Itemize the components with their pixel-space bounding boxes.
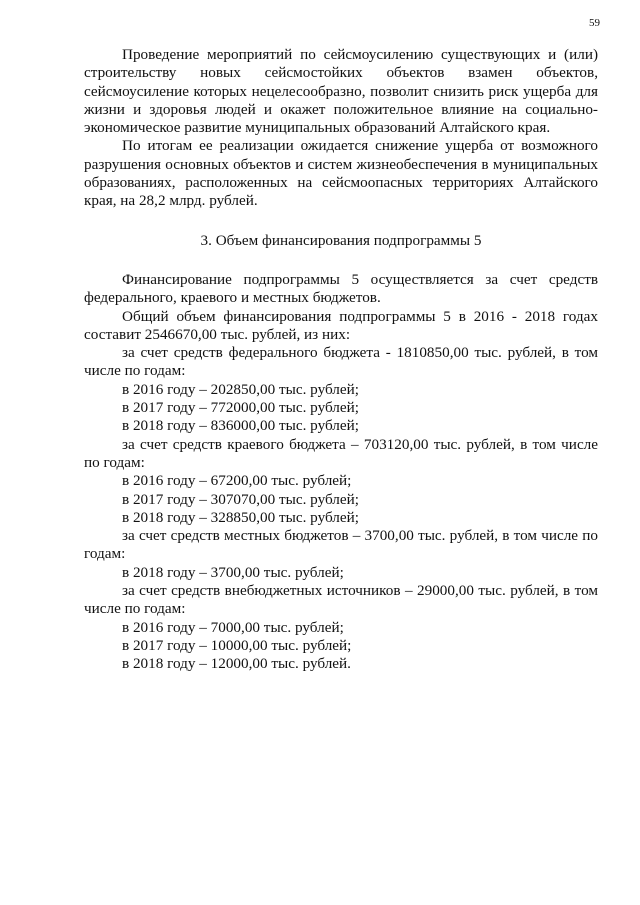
paragraph-local-budget: за счет средств местных бюджетов – 3700,00 тыс. рублей, в том числе по годам: xyxy=(84,527,598,563)
section-heading: 3. Объем финансирования подпрограммы 5 xyxy=(200,231,482,249)
paragraph-federal-budget: за счет средств федерального бюджета - 1810850,00 тыс. рублей, в том числе по годам: xyxy=(84,344,598,380)
paragraph-financing-intro: Финансирование подпрограммы 5 осуществляется за счет средств федерального, краевого и местных бюджетов. xyxy=(84,270,598,307)
year-line: в 2018 году – 328850,00 тыс. рублей; xyxy=(122,508,359,526)
paragraph-seismic-measures: Проведение мероприятий по сейсмоусилению существующих и (или) строительству новых сейсмостойких объектов взамен объектов, сейсмоусиление которых нецелесообразно, позволит снизить риск ущерба для жизни и здоровья людей и окажет положительное влияние на социально-экономическое развитие муниципальных образований Алтайского края. xyxy=(84,46,598,137)
year-line: в 2018 году – 836000,00 тыс. рублей; xyxy=(122,417,359,435)
page-number: 59 xyxy=(589,17,600,29)
paragraph-expected-result: По итогам ее реализации ожидается снижение ущерба от возможного разрушения основных объектов и систем жизнеобеспечения в муниципальных образованиях, расположенных на сейсмоопасных территориях Алтайского края, на 28,2 млрд. рублей. xyxy=(84,137,598,210)
year-line: в 2017 году – 307070,00 тыс. рублей; xyxy=(122,490,359,508)
year-line: в 2018 году – 3700,00 тыс. рублей; xyxy=(122,563,344,581)
year-line: в 2017 году – 772000,00 тыс. рублей; xyxy=(122,399,359,417)
paragraph-total-financing: Общий объем финансирования подпрограммы 5 в 2016 - 2018 годах составит 2546670,00 тыс. рублей, из них: xyxy=(84,307,598,343)
year-line: в 2016 году – 202850,00 тыс. рублей; xyxy=(122,380,359,398)
year-line: в 2017 году – 10000,00 тыс. рублей; xyxy=(122,636,352,654)
paragraph-regional-budget: за счет средств краевого бюджета – 703120,00 тыс. рублей, в том числе по годам: xyxy=(84,435,598,471)
year-line: в 2018 году – 12000,00 тыс. рублей. xyxy=(122,655,351,673)
year-line: в 2016 году – 67200,00 тыс. рублей; xyxy=(122,472,352,490)
document-body xyxy=(84,46,598,674)
paragraph-extrabudgetary: за счет средств внебюджетных источников – 29000,00 тыс. рублей, в том числе по годам: xyxy=(84,582,598,618)
year-line: в 2016 году – 7000,00 тыс. рублей; xyxy=(122,618,344,636)
